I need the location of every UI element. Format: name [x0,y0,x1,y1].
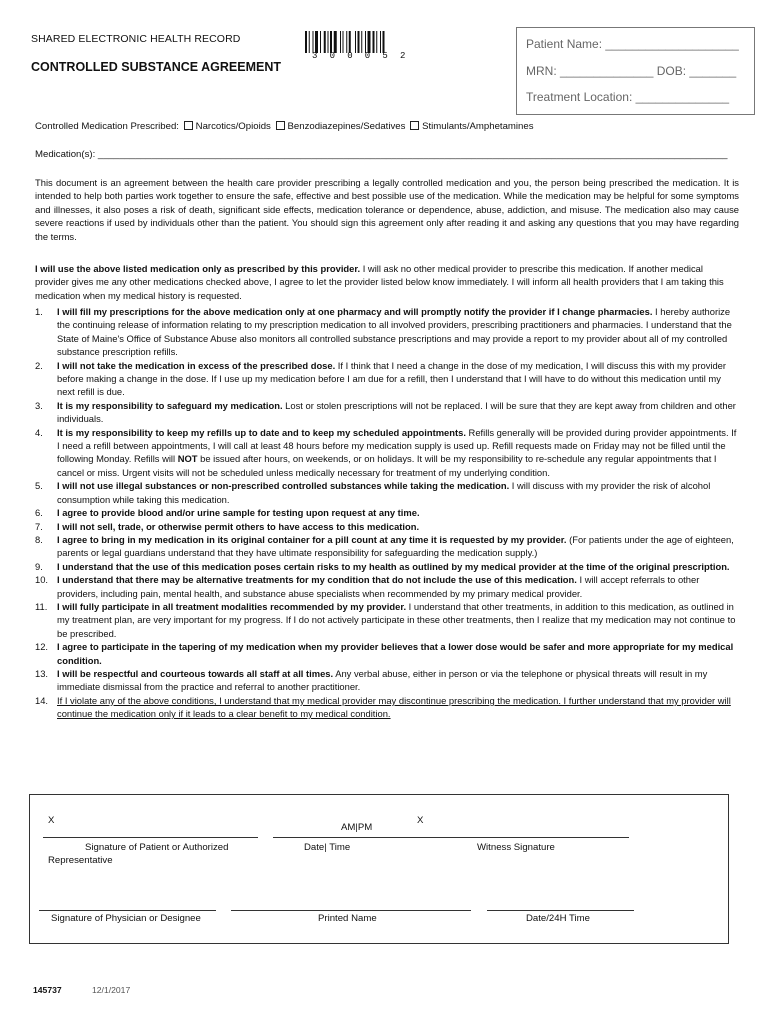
item-text: I understand that other treatments, in addition to this medication, as outlined in my treatment plan, are very important for my progress. If I do not actively participate in these other treatments, then I realize that my medication may not continue to be prescribed. [57,600,736,639]
barcode-bar [349,31,351,53]
barcode-bar [373,31,375,53]
mrn-dob-field[interactable]: MRN: ______________ DOB: _______ [526,64,737,78]
printed-name-label: Printed Name [318,913,377,924]
barcode-bar [380,31,381,53]
barcode-bar [340,31,341,53]
barcode-bar [358,31,360,53]
item-bold: I will be respectful and courteous towards all staff at all times. [57,667,334,679]
item-bold: I will not take the medication in excess of the prescribed dose. [57,359,336,371]
item-bold: I will fill my prescriptions for the above medication only at one pharmacy and will promptly notify the provider if I change pharmacies. [57,306,653,317]
item-bold: It is my responsibility to safeguard my medication. [57,399,283,411]
barcode-bar [330,31,332,53]
item-text: Lost or stolen prescriptions will not be replaced. I will be sure that they are kept away from children and other individuals. [57,399,736,425]
item-number: 7. [35,520,43,532]
medication-type-row [35,121,534,132]
patient-signature-line[interactable] [43,837,258,838]
item-number: 1. [35,306,43,317]
item-bold-not: NOT [177,453,198,465]
item-number: 11. [35,600,48,612]
system-label: SHARED ELECTRONIC HEALTH RECORD [31,33,241,45]
barcode-bar [383,31,385,53]
medications-field[interactable]: Medication(s): ______________________________________________________________________________________________________________________ [35,149,728,160]
witness-signature-label: Witness Signature [477,842,555,853]
patient-name-field[interactable]: Patient Name: ____________________ [526,37,739,51]
list-item [35,359,739,399]
item-bold: I understand that there may be alternative treatments for my condition that do not include the use of this medication. [57,574,577,586]
item-bold: It is my responsibility to keep my refills up to date and to keep my scheduled appointments. [57,426,466,438]
item-number: 9. [35,560,43,572]
option-narcotics: Narcotics/Opioids [195,121,271,132]
barcode-bar [324,31,326,53]
list-item [35,694,739,721]
list-item [35,479,739,506]
item-number: 6. [35,507,43,519]
option-benzodiazepines: Benzodiazepines/Sedatives [287,121,406,132]
item-number: 8. [35,533,43,545]
item-text: I hereby authorize the continuing release of information relating to my prescription medication to all involved providers, prescribing practitioners and pharmacies. I understand that the State of Maine's Office of Substance Abuse also monitors all controlled substance prescriptions and may provide a report to my provider about all of my controlled substance prescription refills. [57,306,732,358]
treatment-location-field[interactable]: Treatment Location: ______________ [526,90,730,104]
item-number: 4. [35,426,43,438]
barcode-bar [368,31,371,53]
item-bold: I will fully participate in all treatment modalities recommended by my provider. [57,600,407,612]
patient-signature-label: Signature of Patient or Authorized [85,842,229,853]
pledge-paragraph [35,262,739,302]
signature-box [29,794,729,944]
item-number: 2. [35,359,43,371]
barcode-bar [343,31,344,53]
barcode-bar [334,31,337,53]
item-number: 3. [35,399,43,411]
item-text: (For patients under the age of eighteen, parents or legal guardians understand that they have ultimate responsibility for safeguarding the medication supply.) [57,533,734,559]
item-text-2: be issued after hours, on weekends, or on holidays. It will be my responsibility to re-schedule any regular appointments that I cancel or miss. Urgent visits will not be scheduled unless medically necessary for treatment of my underlying condition. [57,453,717,478]
item-number: 14. [35,694,49,706]
list-item [35,667,739,694]
barcode-bar [320,31,321,53]
item-underlined: If I violate any of the above conditions, I understand that my medical provider may discontinue prescribing the medication. I further understand that my provider will continue the medication only if it leads to a clear benefit to my medical condition. [57,694,731,720]
witness-x-mark: X [417,815,424,826]
list-item [35,533,739,560]
barcode [305,31,411,53]
item-bold: I will not use illegal substances or non-prescribed controlled substances while taking the medication. [57,480,510,492]
list-item [35,399,739,426]
pledge-bold: I will use the above listed medication only as prescribed by this provider. [35,263,361,274]
barcode-bar [365,31,366,53]
pledge-text: I will ask no other medical provider to prescribe this medication. If another medical provider gives me any other medications checked above, I agree to let the provider listed below know immediately. I will inform all health providers that I am taking this medication when my medical history is requested. [35,263,724,301]
barcode-bar [305,31,307,53]
patient-signature-label-2: Representative [48,855,113,866]
checkbox-narcotics[interactable] [184,121,193,130]
item-bold: I agree to participate in the tapering of my medication when my provider believes that a lower dose would be safer and more appropriate for my medical condition. [57,641,734,666]
list-item [35,426,739,480]
witness-signature-line[interactable] [411,837,629,838]
item-number: 12. [35,641,49,653]
item-number: 5. [35,480,43,492]
date24-line[interactable] [487,910,634,911]
barcode-bar [315,31,318,53]
item-number: 10. [35,574,49,586]
item-bold: I agree to provide blood and/or urine sample for testing upon request at any time. [57,507,420,519]
datetime-label: Date| Time [304,842,351,853]
list-item [35,573,739,600]
printed-name-line[interactable] [231,910,471,911]
patient-x-mark: X [48,815,55,826]
form-date: 12/1/2017 [92,985,131,995]
barcode-bar [376,31,377,53]
item-text: Any verbal abuse, either in person or via the telephone or physical threats will result in my immediate dismissal from the practice and referral to another practitioner. [57,667,708,693]
list-item [35,520,739,533]
agreement-list [35,305,739,721]
date24-label: Date/24H Time [526,913,590,924]
item-text: If I think that I need a change in the dose of my medication, I will discuss this with my provider before making a change in the dose. If I use up my medication before I am due for a refill, then I understand that I will have to do without this medication until my next refill is due. [57,359,727,398]
list-item [35,560,739,573]
checkbox-stimulants[interactable] [410,121,419,130]
item-bold: I understand that the use of this medication poses certain risks to my health as outlined by my medical provider at the time of the original prescription. [57,560,730,572]
medication-type-label: Controlled Medication Prescribed: [35,121,179,132]
barcode-bar [361,31,362,53]
checkbox-benzodiazepines[interactable] [276,121,285,130]
item-bold: I agree to bring in my medication in its original container for a pill count at any time it is requested by my provider. [57,533,567,545]
physician-signature-label: Signature of Physician or Designee [51,913,201,924]
list-item [35,506,739,519]
list-item [35,600,739,640]
ampm-label: AM|PM [341,822,373,833]
item-text: I will discuss with my provider the risk of alcohol consumption while taking this medication. [57,480,711,505]
list-item [35,305,739,359]
item-number: 13. [35,667,49,679]
intro-paragraph: This document is an agreement between the health care provider prescribing a legally controlled medication and you, the person being prescribed the medication. It is intended to help both parties work together to ensure the safe, effective and best possible use of the medication. While the medication may be helpful for some symptoms and illnesses, it also poses a risk of death, significant side effects, medication tolerance or dependence, abuse, addiction, and misuse. The medication also may cause severe reactions if used by individuals other than the patient. You should sign this agreement only after reading it and asking any questions that you may have regarding the terms. [35,177,739,242]
patient-info-box [516,27,755,115]
datetime-line[interactable] [273,837,413,838]
item-text: I will accept referrals to other providers, including pain, mental health, and substance abuse specialists when recommended by my primary medical provider. [57,574,700,599]
form-number: 145737 [33,985,62,995]
item-bold: I will not sell, trade, or otherwise permit others to have access to this medication. [57,520,420,532]
barcode-bar [313,31,314,53]
physician-signature-line[interactable] [39,910,216,911]
barcode-bar [309,31,310,53]
barcode-bar [355,31,356,53]
barcode-number: 300052 [312,51,418,61]
option-stimulants: Stimulants/Amphetamines [422,121,534,132]
item-text: Refills generally will be provided during provider appointments. If I need a refill between appointments, I will call at least 48 hours before my medication supply is used up. Refill requests made on Friday may not be filled until the following Monday. Refills will [57,426,737,465]
barcode-bar [328,31,329,53]
form-title: CONTROLLED SUBSTANCE AGREEMENT [31,60,281,74]
list-item [35,640,739,667]
barcode-bar [346,31,347,53]
